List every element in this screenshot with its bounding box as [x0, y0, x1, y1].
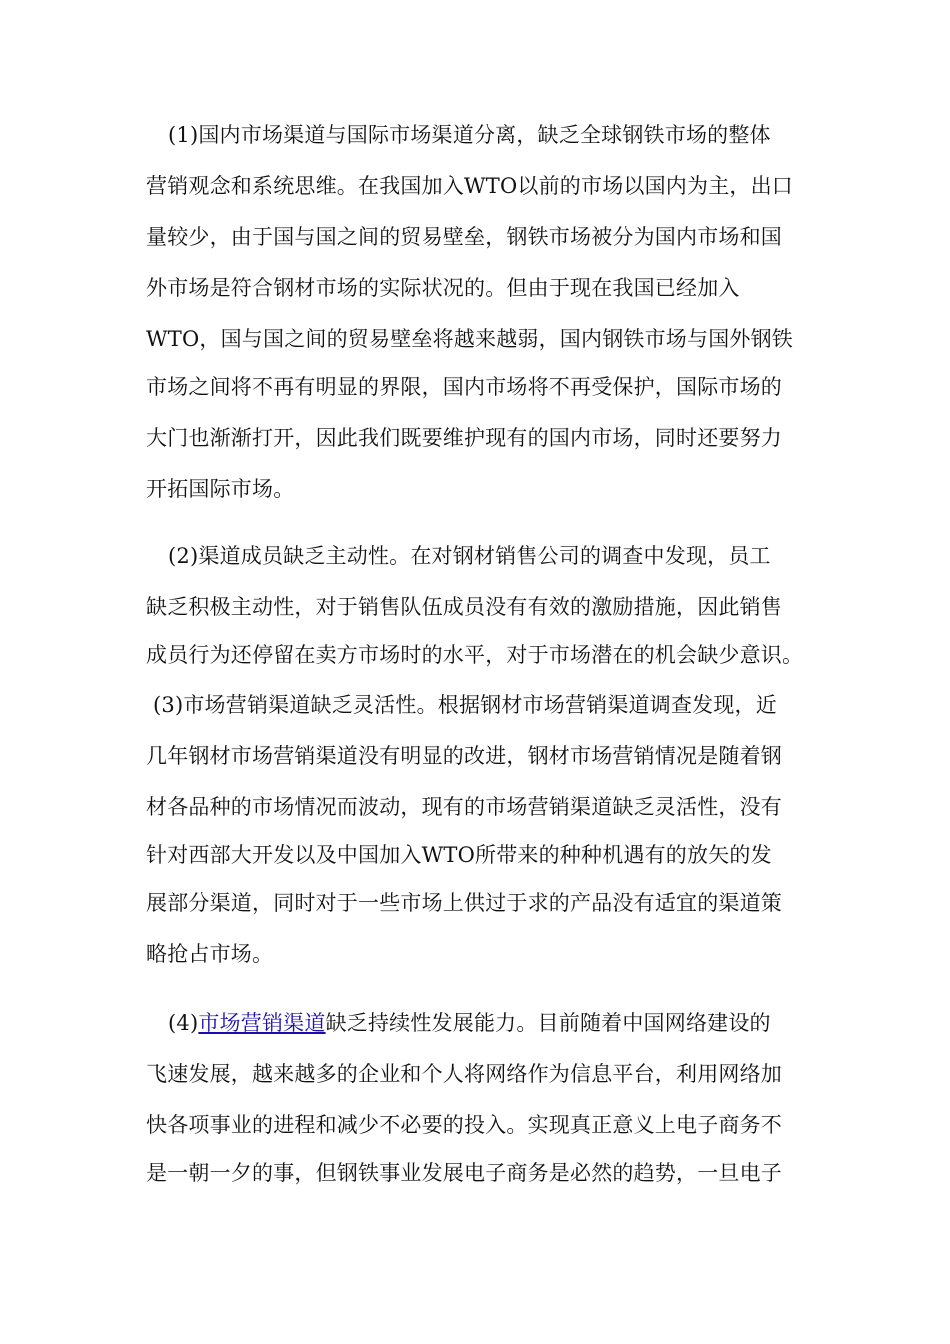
- paragraph-2-line-3: 成员行为还停留在卖方市场时的水平，对于市场潜在的机会缺少意识。: [146, 643, 804, 667]
- paragraph-1-line-7: 大门也渐渐打开，因此我们既要维护现有的国内市场，同时还要努力: [146, 426, 782, 450]
- paragraph-3-line-4: 针对西部大开发以及中国加入WTO所带来的种种机遇有的放矢的发: [146, 843, 772, 867]
- paragraph-3-line-2: 几年钢材市场营销渠道没有明显的改进，钢材市场营销情况是随着钢: [146, 744, 782, 768]
- paragraph-2-line-1: (2)渠道成员缺乏主动性。在对钢材销售公司的调查中发现，员工: [168, 544, 771, 568]
- paragraph-1-line-4: 外市场是符合钢材市场的实际状况的。但由于现在我国已经加入: [146, 276, 740, 300]
- paragraph-1-line-2: 营销观念和系统思维。在我国加入WTO以前的市场以国内为主，出口: [146, 174, 794, 198]
- paragraph-1-line-1: (1)国内市场渠道与国际市场渠道分离，缺乏全球钢铁市场的整体: [168, 123, 771, 147]
- paragraph-3-line-3: 材各品种的市场情况而波动，现有的市场营销渠道缺乏灵活性，没有: [146, 795, 782, 819]
- paragraph-2-line-2: 缺乏积极主动性，对于销售队伍成员没有有效的激励措施，因此销售: [146, 595, 782, 619]
- paragraph-4-line-4: 是一朝一夕的事，但钢铁事业发展电子商务是必然的趋势，一旦电子: [146, 1161, 782, 1185]
- paragraph-3-line-5: 展部分渠道，同时对于一些市场上供过于求的产品没有适宜的渠道策: [146, 891, 782, 915]
- marketing-channel-link[interactable]: 市场营销渠道: [198, 1011, 326, 1035]
- paragraph-1-line-6: 市场之间将不再有明显的界限，国内市场将不再受保护，国际市场的: [146, 375, 782, 399]
- paragraph-4-first-line-rest: 缺乏持续性发展能力。目前随着中国网络建设的: [325, 1011, 771, 1035]
- paragraph-1-line-5: WTO，国与国之间的贸易壁垒将越来越弱，国内钢铁市场与国外钢铁: [146, 327, 794, 351]
- paragraph-4-line-3: 快各项事业的进程和减少不必要的投入。实现真正意义上电子商务不: [146, 1113, 782, 1137]
- paragraph-3-line-1: (3)市场营销渠道缺乏灵活性。根据钢材市场营销渠道调查发现，近: [153, 693, 777, 717]
- paragraph-1-line-3: 量较少，由于国与国之间的贸易壁垒，钢铁市场被分为国内市场和国: [146, 225, 782, 249]
- paragraph-4-line-1: [168, 1008, 848, 1038]
- paragraph-3-line-6: 略抢占市场。: [146, 942, 274, 966]
- paragraph-4-prefix: (4): [168, 1011, 199, 1035]
- paragraph-1-line-8: 开拓国际市场。: [146, 477, 295, 501]
- paragraph-4-line-2: 飞速发展，越来越多的企业和个人将网络作为信息平台，利用网络加: [146, 1062, 782, 1086]
